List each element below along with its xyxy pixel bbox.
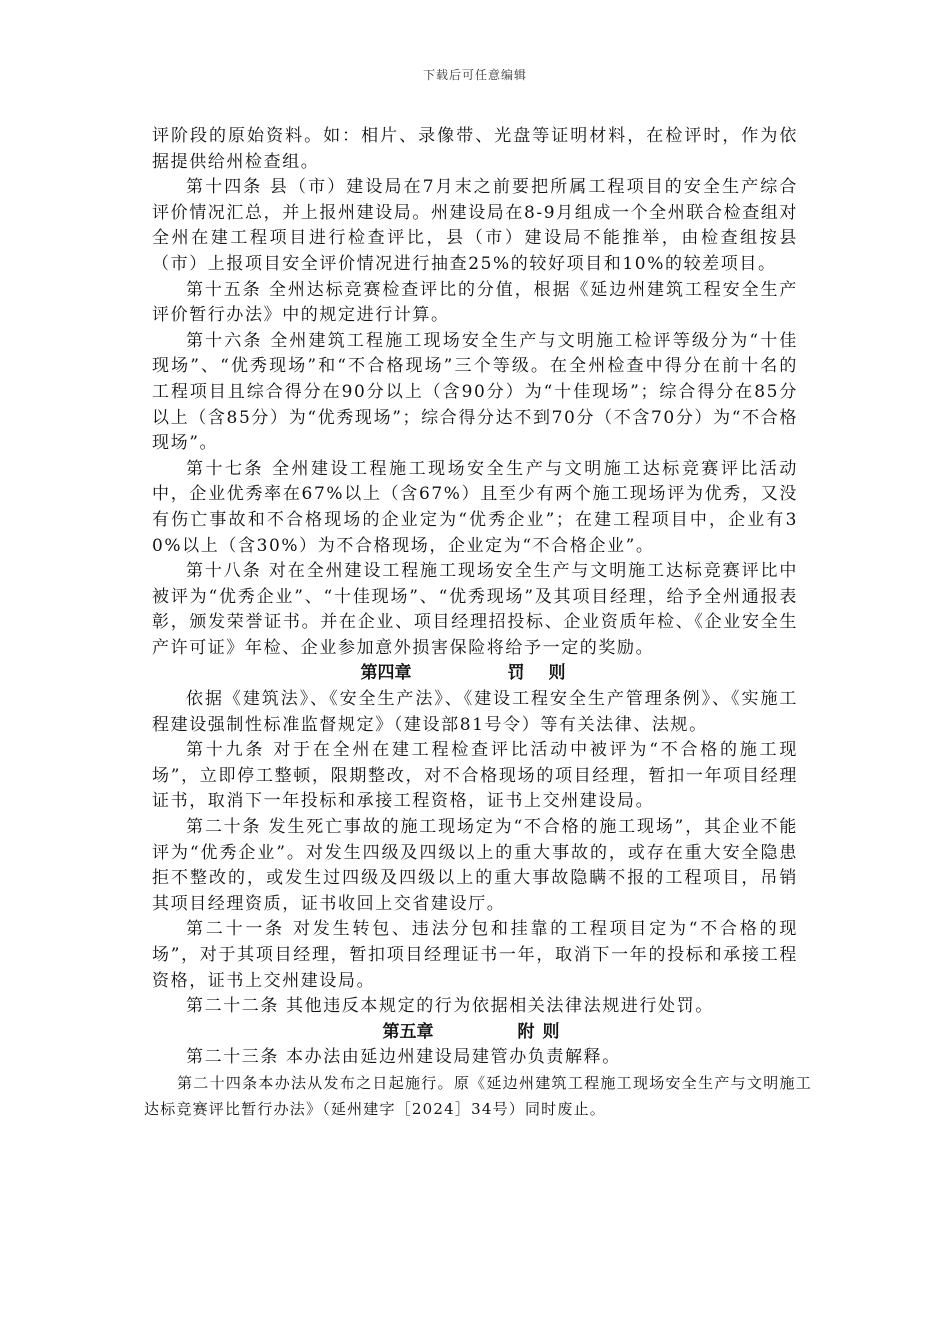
article-16: 第十六条 全州建筑工程施工现场安全生产与文明施工检评等级分为“十佳现场”、“优秀现场”和“不合格现场”三个等级。在全州检查中得分在前十名的工程项目且综合得分在90分以上（含90分）为“十佳现场”；综合得分在85分以上（含85分）为“优秀现场”；综合得分达不到70分（不含70分）为“不合格现场”。 bbox=[152, 330, 798, 454]
header-note: 下载后可任意编辑 bbox=[422, 68, 527, 82]
article-15: 第十五条 全州达标竞赛检查评比的分值，根据《延边州建筑工程安全生产评价暂行办法》中的规定进行计算。 bbox=[152, 279, 798, 326]
chapter-5-name: 附则 bbox=[517, 1021, 568, 1042]
chapter-4-heading bbox=[152, 661, 798, 687]
chapter-5-heading bbox=[152, 1020, 798, 1046]
paragraph-continued: 评阶段的原始资料。如：相片、录像带、光盘等证明材料，在检评时，作为依据提供给州检查组。 bbox=[152, 126, 798, 172]
chapter-4-number: 第四章 bbox=[360, 663, 412, 684]
chapter-4-name: 罚则 bbox=[507, 663, 590, 684]
article-17: 第十七条 全州建设工程施工现场安全生产与文明施工达标竞赛评比活动中，企业优秀率在67%以上（含67%）且至少有两个施工现场评为优秀，又没有伤亡事故和不合格现场的企业定为“优秀企业”；在建工程项目中，企业有30%以上（含30%）为不合格现场，企业定为“不合格企业”。 bbox=[152, 458, 798, 556]
article-21: 第二十一条 对发生转包、违法分包和挂靠的工程项目定为“不合格的现场”，对于其项目经理，暂扣项目经理证书一年，取消下一年的投标和承接工程资格，证书上交州建设局。 bbox=[152, 919, 798, 991]
article-14: 第十四条 县（市）建设局在7月末之前要把所属工程项目的安全生产综合评价情况汇总，并上报州建设局。州建设局在8-9月组成一个全州联合检查组对全州在建工程项目进行检查评比，县（市）建设局不能推举，由检查组按县（市）上报项目安全评价情况进行抽查25%的较好项目和10%的较差项目。 bbox=[152, 177, 798, 274]
article-18: 第十八条 对在全州建设工程施工现场安全生产与文明施工达标竞赛评比中被评为“优秀企业”、“十佳现场”、“优秀现场”及其项目经理，给予全州通报表彰，颁发荣誉证书。并在企业、项目经理招投标、企业资质年检、《企业安全生产许可证》年检、企业参加意外损害保险将给予一定的奖励。 bbox=[152, 561, 798, 658]
article-23: 第二十三条 本办法由延边州建设局建管办负责解释。 bbox=[186, 1047, 621, 1068]
chapter-4-preamble: 依据《建筑法》、《安全生产法》、《建设工程安全生产管理条例》、《实施工程建设强制性标准监督规定》（建设部81号令）等有关法律、法规。 bbox=[152, 689, 798, 735]
document-body bbox=[144, 124, 812, 1122]
article-24: 第二十四条本办法从发布之日起施行。原《延边州建筑工程施工现场安全生产与文明施工达标竞赛评比暂行办法》（延州建字［2024］34号）同时废止。 bbox=[144, 1073, 812, 1118]
chapter-5-number: 第五章 bbox=[382, 1021, 434, 1042]
article-19: 第十九条 对于在全州在建工程检查评比活动中被评为“不合格的施工现场”，立即停工整顿，限期整改，对不合格现场的项目经理，暂扣一年项目经理证书，取消下一年投标和承接工程资格，证书上交州建设局。 bbox=[152, 740, 798, 812]
article-20: 第二十条 发生死亡事故的施工现场定为“不合格的施工现场”，其企业不能评为“优秀企业”。对发生四级及四级以上的重大事故的，或存在重大安全隐患拒不整改的，或发生过四级及四级以上的重大事故隐瞒不报的工程项目，吊销其项目经理资质，证书收回上交省建设厅。 bbox=[152, 817, 798, 914]
article-22: 第二十二条 其他违反本规定的行为依据相关法律法规进行处罚。 bbox=[186, 996, 714, 1017]
